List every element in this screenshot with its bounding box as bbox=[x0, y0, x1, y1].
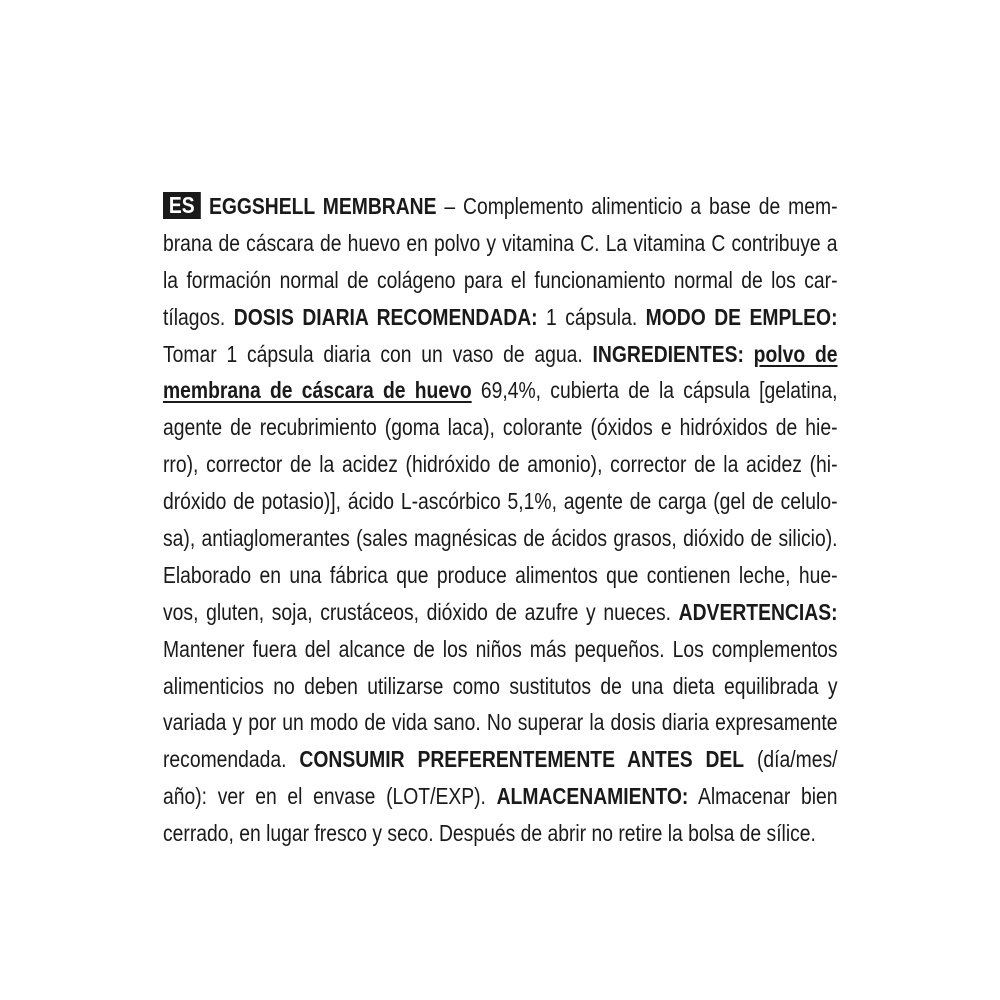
label-line bbox=[163, 188, 838, 225]
label-line bbox=[163, 778, 838, 815]
label-line bbox=[163, 409, 838, 446]
label-text: brana de cáscara de huevo en polvo y vitamina C. La vitamina C contribuye a bbox=[163, 229, 838, 256]
label-line bbox=[163, 594, 838, 631]
label-text: Elaborado en una fábrica que produce alimentos que contienen leche, hue- bbox=[163, 561, 838, 588]
label-line bbox=[163, 668, 838, 705]
label-text: agente de recubrimiento (goma laca), colorante (óxidos e hidróxidos de hie- bbox=[163, 414, 838, 441]
label-text: – Complemento alimenticio a base de mem- bbox=[436, 193, 838, 219]
label-text: variada y por un modo de vida sano. No superar la dosis diaria expresamente bbox=[163, 709, 838, 736]
label-text: Tomar 1 cápsula diaria con un vaso de agua. bbox=[163, 340, 593, 367]
label-text: alimenticios no deben utilizarse como sustitutos de una dieta equilibrada y bbox=[163, 672, 838, 699]
label-heading: CONSUMIR PREFERENTEMENTE ANTES DEL bbox=[299, 746, 745, 773]
label-line bbox=[163, 299, 838, 336]
label-heading: polvo de bbox=[753, 340, 838, 367]
language-badge: ES bbox=[163, 192, 201, 219]
label-line bbox=[163, 483, 838, 520]
label-text: Mantener fuera del alcance de los niños más pequeños. Los complementos bbox=[163, 635, 838, 662]
label-text: rro), corrector de la acidez (hidróxido de amonio), corrector de la acidez (hi- bbox=[163, 451, 838, 478]
label-heading: ALMACENAMIENTO: bbox=[496, 783, 689, 810]
label-heading: MODO DE EMPLEO: bbox=[645, 303, 838, 330]
label-line bbox=[163, 631, 838, 668]
label-text: 1 cápsula. bbox=[537, 303, 646, 330]
label-line bbox=[163, 704, 838, 741]
label-text: recomendada. bbox=[163, 746, 300, 773]
label-line bbox=[163, 557, 838, 594]
label-line bbox=[163, 372, 838, 409]
label-text bbox=[744, 341, 754, 367]
label-text: la formación normal de colágeno para el funcionamiento normal de los car- bbox=[163, 266, 838, 293]
label-heading: membrana de cáscara de huevo bbox=[163, 377, 472, 404]
label-text: año): ver en el envase (LOT/EXP). bbox=[163, 783, 497, 810]
label-heading: EGGSHELL MEMBRANE bbox=[208, 193, 437, 219]
label-line bbox=[163, 741, 838, 778]
label-line bbox=[163, 446, 838, 483]
product-label-text bbox=[163, 188, 837, 852]
label-text: (día/mes/ bbox=[744, 746, 838, 773]
label-text: tílagos. bbox=[163, 303, 234, 330]
label-text: sa), antiaglomerantes (sales magnésicas de ácidos grasos, dióxido de silicio). bbox=[163, 525, 838, 552]
label-line bbox=[163, 815, 838, 852]
label-text: cerrado, en lugar fresco y seco. Después de abrir no retire la bolsa de sílice. bbox=[163, 820, 816, 847]
label-line bbox=[163, 336, 838, 373]
label-text: Almacenar bien bbox=[688, 783, 838, 810]
label-heading: INGREDIENTES: bbox=[592, 340, 744, 367]
label-text: 69,4%, cubierta de la cápsula [gelatina, bbox=[471, 377, 838, 404]
label-line bbox=[163, 225, 838, 262]
label-text: vos, gluten, soja, crustáceos, dióxido de azufre y nueces. bbox=[163, 598, 679, 625]
label-heading: DOSIS DIARIA RECOMENDADA: bbox=[233, 303, 538, 330]
label-line bbox=[163, 262, 838, 299]
label-text: dróxido de potasio)], ácido L-ascórbico 5,1%, agente de carga (gel de celulo- bbox=[163, 488, 838, 515]
label-heading: ADVERTENCIAS: bbox=[678, 598, 838, 625]
label-line bbox=[163, 520, 838, 557]
